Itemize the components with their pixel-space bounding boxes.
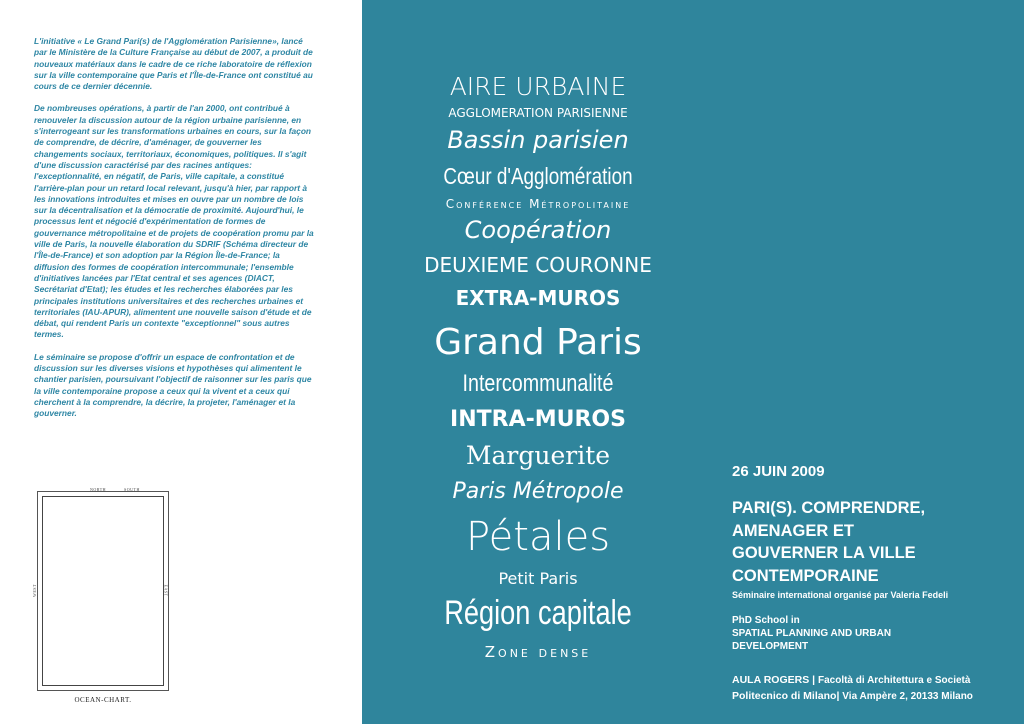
chart-south-label: SOUTH [124, 487, 140, 492]
school-line-3: DEVELOPMENT [732, 641, 809, 652]
event-title [732, 497, 925, 587]
word-deuxieme-couronne: DEUXIEME COURONNE [424, 253, 652, 277]
right-panel [362, 0, 1024, 724]
intro-paragraph-3: Le séminaire se propose d'offrir un espace de confrontation et de discussion sur les diverses visions et hypothèses qui alimentent le chantier parisien, poursuivant l'objectif de raisonner sur les paris que la ville contemporaine propose a ceux qui la vivent et a ceux qui cherchent à la comprendre, la décrire, la projeter, l'aménager et la gouverner. [34, 351, 312, 419]
word-region-capitale: Région capitale [444, 594, 632, 632]
event-title-line-1: PARI(S). COMPRENDRE, [732, 499, 926, 517]
word-paris-metropole: Paris Métropole [452, 479, 624, 504]
venue-separator-1: | [809, 674, 818, 686]
word-grand-paris: Grand Paris [434, 322, 642, 363]
word-intercommunalite: Intercommunalité [462, 370, 614, 397]
word-aire-urbaine: AIRE URBAINE [449, 72, 627, 101]
intro-paragraph-2: De nombreuses opérations, à partir de l'an 2000, ont contribué à renouveler la discussion autour de la région urbaine parisienne, en s'interrogeant sur les transformations urbaines en cours, sur la façon de comprendre, de décrire, d'aménager, de gouverner les changements sociaux, territoriaux, économiques, politiques. Il s'agit d'une discussion caractérisé par des racines antiques: l'exceptionnalité, en négatif, de Paris, ville capitale, a constitué l'arrière-plan pour un retard local relevant, jusqu'à hier, par rapport à les innovations introduites et mises en ouvre par un nombre de lois sur la décentralisation et la démocratie de proximité. Aujourd'hui, le processus lent et négocié d'expérimentation de formes de gouvernance métropolitaine et de projets de coopération promu par la ville de Paris, la nouvelle élaboration du SDRIF (Schéma directeur de l'Île-de-France) et son adoption par la Région Île-de-France; la diffusion des formes de coopération intercommunale; l'ensemble d'initiatives lancées par l'Etat central et ses agences (DIACT, Secrétariat d'Etat); les études et les recherches élaborées par les principales institutions universitaires et des recherches urbaines et territoriales (IAU-APUR), alimentent une nouvelle saison d'étude et de débat, qui rendent Paris un contexte "exceptionnel" sous autres termes. [34, 103, 314, 340]
event-school [732, 614, 891, 653]
intro-text [34, 36, 314, 431]
word-petales: Pétales [465, 514, 611, 560]
chart-caption: OCEAN-CHART. [74, 696, 132, 704]
event-date: 26 JUIN 2009 [732, 463, 825, 480]
venue-address: Via Ampère 2, 20133 Milano [842, 691, 973, 702]
word-zone-dense: Zone dense [484, 643, 592, 661]
venue-faculty: Facoltà di Architettura e Società [817, 675, 971, 686]
word-coeur-agglomeration: Cœur d'Agglomération [443, 163, 633, 189]
left-page [0, 0, 362, 724]
venue-line-1 [732, 674, 970, 686]
event-subtitle: Séminaire international organisé par Valeria Fedeli [732, 590, 949, 600]
venue-university: Politecnico di Milano [732, 690, 837, 702]
word-bassin-parisien: Bassin parisien [447, 126, 629, 154]
intro-paragraph-1: L'initiative « Le Grand Pari(s) de l'Agglomération Parisienne», lancé par le Ministère de la Culture Française au début de 2007, a produit de nouveaux matériaux dans le cadre de ce riche laboratoire de réflexion sur la ville contemporaine que Paris et l'Île-de-France ont constitué au cours de ce dernier décennie. [34, 36, 313, 92]
venue-name: AULA ROGERS [732, 674, 810, 686]
chart-east-label: EAST [163, 584, 169, 597]
word-cooperation: Coopération [464, 216, 612, 244]
event-title-line-2: AMENAGER ET [732, 521, 854, 540]
school-line-2: SPATIAL PLANNING AND URBAN [732, 628, 892, 639]
word-agglomeration-parisienne: AGGLOMERATION PARISIENNE [448, 106, 628, 120]
chart-west-label: WEST [31, 584, 37, 597]
word-intra-muros: INTRA-MUROS [450, 407, 626, 432]
chart-north-label: NORTH [90, 487, 107, 492]
venue-line-2 [732, 690, 973, 702]
venue-separator-2: | [836, 690, 843, 702]
event-title-line-3: GOUVERNER LA VILLE [732, 544, 916, 562]
school-line-1: PhD School in [732, 615, 800, 626]
word-petit-paris: Petit Paris [498, 569, 578, 588]
event-title-line-4: CONTEMPORAINE [732, 566, 879, 585]
chart-inner-frame [42, 496, 164, 686]
word-extra-muros: EXTRA-MUROS [455, 286, 621, 310]
word-conference-metropolitaine: Conférence Métropolitaine [445, 197, 631, 211]
ocean-chart-illustration [31, 487, 172, 710]
word-marguerite: Marguerite [465, 441, 611, 470]
